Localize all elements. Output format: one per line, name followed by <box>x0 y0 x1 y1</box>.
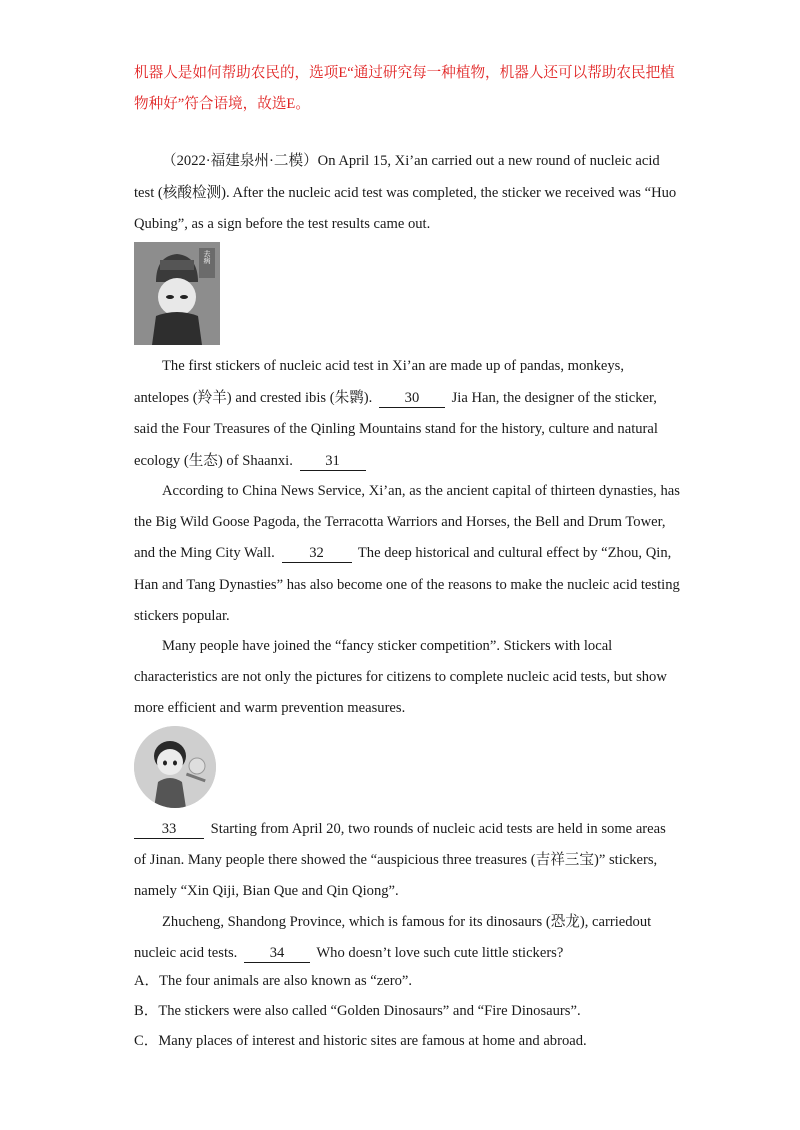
para1-line-3: said the Four Treasures of the Qinling Mountains stand for the history, culture and natural <box>134 421 658 437</box>
para1-text-a: antelopes (羚羊) and crested ibis (朱鹮). <box>134 390 373 406</box>
jinan-sticker-image <box>134 726 216 808</box>
para2-line-2: the Big Wild Goose Pagoda, the Terracotta Warriors and Horses, the Bell and Drum Tower, <box>134 514 666 530</box>
para4-line-2: of Jinan. Many people there showed the “auspicious three treasures (吉祥三宝)” stickers, <box>134 852 658 868</box>
para4-text-a: Starting from April 20, two rounds of nucleic acid tests are held in some areas <box>210 821 666 837</box>
para1-line-2 <box>134 388 657 408</box>
para3-line-2: characteristics are not only the pictures for citizens to complete nucleic acid tests, but show <box>134 669 667 685</box>
blank-34[interactable]: 34 <box>244 944 310 963</box>
intro-line-2: test (核酸检测). After the nucleic acid test was completed, the sticker we received was “Huo <box>134 185 677 201</box>
para2-line-1: According to China News Service, Xi’an, as the ancient capital of thirteen dynasties, has <box>162 483 680 499</box>
para1-text-c: ecology (生态) of Shaanxi. <box>134 453 293 469</box>
option-c[interactable]: C．Many places of interest and historic sites are famous at home and abroad. <box>134 1033 587 1049</box>
para4-line-1 <box>134 819 666 839</box>
blank-31[interactable]: 31 <box>300 452 366 471</box>
para5-line-2 <box>134 943 563 963</box>
para1-text-b: Jia Han, the designer of the sticker, <box>451 390 657 406</box>
para2-line-3 <box>134 543 671 563</box>
para4-line-3: namely “Xin Qiji, Bian Que and Qin Qiong”. <box>134 883 399 899</box>
blank-32[interactable]: 32 <box>282 544 352 563</box>
para2-line-4: Han and Tang Dynasties” has also become one of the reasons to make the nucleic acid testing <box>134 577 680 593</box>
para1-line-4 <box>134 451 369 471</box>
para5-text-a: nucleic acid tests. <box>134 945 238 961</box>
option-a[interactable]: A．The four animals are also known as “zero”. <box>134 973 412 989</box>
intro-line-3: Qubing”, as a sign before the test results came out. <box>134 216 431 232</box>
explanation-line-1: 机器人是如何帮助农民的，选项E“通过研究每一种植物，机器人还可以帮助农民把植 <box>134 65 675 81</box>
para5-line-1: Zhucheng, Shandong Province, which is famous for its dinosaurs (恐龙), carriedout <box>162 914 652 930</box>
option-b[interactable]: B．The stickers were also called “Golden Dinosaurs” and “Fire Dinosaurs”. <box>134 1003 581 1019</box>
intro-line-1: （2022·福建泉州·二模）On April 15, Xi’an carried out a new round of nucleic acid <box>162 153 660 169</box>
sticker-label: 去病 <box>203 250 211 264</box>
para3-line-1: Many people have joined the “fancy sticker competition”. Stickers with local <box>162 638 613 654</box>
blank-30[interactable]: 30 <box>379 389 445 408</box>
para2-text-a: and the Ming City Wall. <box>134 545 275 561</box>
para1-line-1: The first stickers of nucleic acid test in Xi’an are made up of pandas, monkeys, <box>162 358 624 374</box>
para3-line-3: more efficient and warm prevention measures. <box>134 700 406 716</box>
para2-line-5: stickers popular. <box>134 608 230 624</box>
para5-text-b: Who doesn’t love such cute little stickers? <box>316 945 564 961</box>
blank-33[interactable]: 33 <box>134 820 204 839</box>
huo-qubing-sticker-image <box>134 242 220 345</box>
para2-text-b: The deep historical and cultural effect by “Zhou, Qin, <box>357 545 672 561</box>
explanation-line-2: 物种好”符合语境，故选E。 <box>134 96 310 112</box>
